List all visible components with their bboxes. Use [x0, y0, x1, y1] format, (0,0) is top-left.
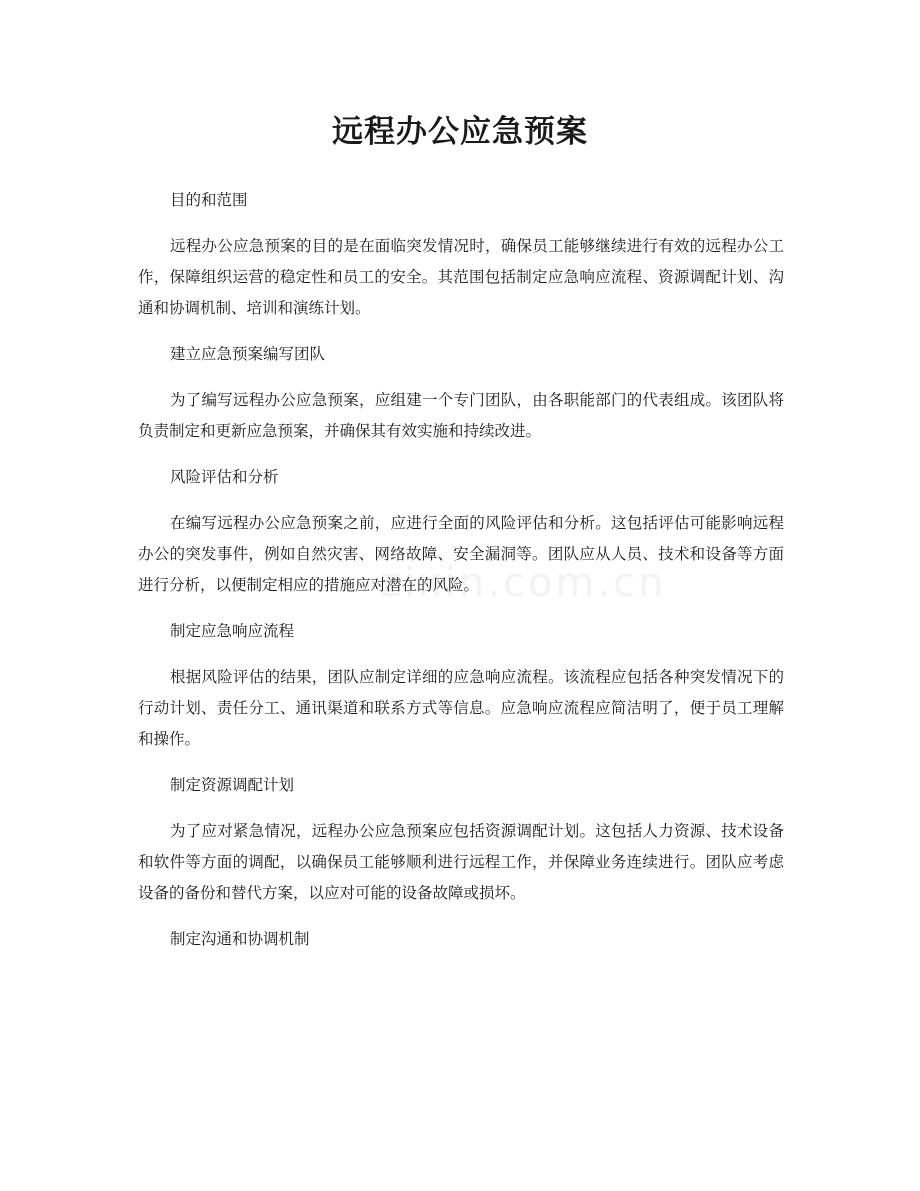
section-heading: 风险评估和分析 — [170, 468, 279, 486]
section-paragraph: 为了应对紧急情况，远程办公应急预案应包括资源调配计划。这包括人力资源、技术设备和软件等方面的调配，以确保员工能够顺利进行远程工作，并保障业务连续进行。团队应考虑设备的备份和替代方案，以应对可能的设备故障或损坏。 — [138, 822, 784, 902]
watermark: zixin.com.cn — [380, 560, 667, 606]
section-heading: 制定沟通和协调机制 — [170, 930, 310, 948]
document-title: 远程办公应急预案 — [332, 114, 588, 150]
section-heading: 制定资源调配计划 — [170, 776, 295, 794]
document-body — [138, 185, 784, 955]
section-paragraph: 根据风险评估的结果，团队应制定详细的应急响应流程。该流程应包括各种突发情况下的行动计划、责任分工、通讯渠道和联系方式等信息。应急响应流程应简洁明了，便于员工理解和操作。 — [138, 668, 784, 748]
section-paragraph: 在编写远程办公应急预案之前，应进行全面的风险评估和分析。这包括评估可能影响远程办公的突发事件，例如自然灾害、网络故障、安全漏洞等。团队应从人员、技术和设备等方面进行分析，以便制定相应的措施应对潜在的风险。 — [138, 514, 784, 594]
section-paragraph: 为了编写远程办公应急预案，应组建一个专门团队，由各职能部门的代表组成。该团队将负责制定和更新应急预案，并确保其有效实施和持续改进。 — [138, 391, 784, 440]
section-heading: 制定应急响应流程 — [170, 622, 295, 640]
section-heading: 建立应急预案编写团队 — [170, 345, 326, 363]
section-paragraph: 远程办公应急预案的目的是在面临突发情况时，确保员工能够继续进行有效的远程办公工作，保障组织运营的稳定性和员工的安全。其范围包括制定应急响应流程、资源调配计划、沟通和协调机制、培训和演练计划。 — [138, 237, 784, 317]
section-heading: 目的和范围 — [170, 191, 248, 209]
